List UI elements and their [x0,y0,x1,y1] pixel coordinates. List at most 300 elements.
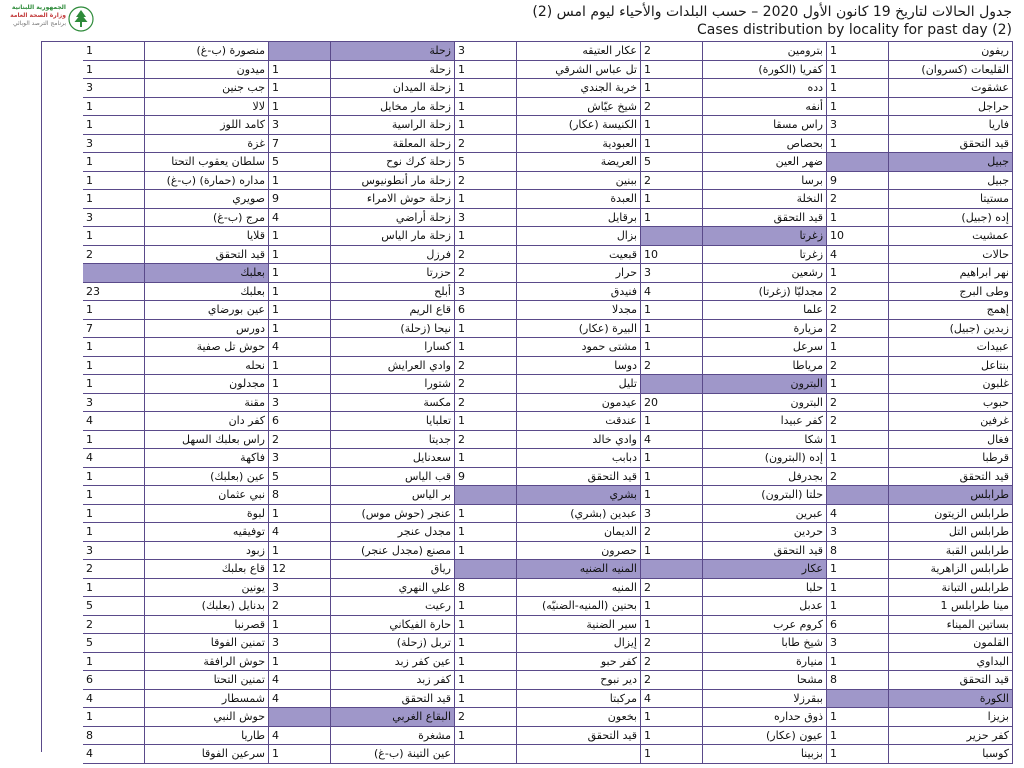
case-count-cell: 1 [641,135,703,154]
locality-name-cell: مركبتا [517,690,641,709]
district-header-cell: طرابلس [889,486,1013,505]
table-row [42,616,1013,635]
case-count-cell: 3 [83,542,145,561]
locality-name-cell: غزة [145,135,269,154]
locality-name-cell: حالات [889,246,1013,265]
locality-name-cell: رعيت [331,597,455,616]
case-count-cell: 1 [827,338,889,357]
table-row [42,431,1013,450]
locality-name-cell: قاع بعلبك [145,560,269,579]
case-count-cell: 1 [641,116,703,135]
locality-name-cell: قيد التحقق [331,690,455,709]
locality-name-cell: قصرنبا [145,616,269,635]
case-count-cell: 3 [269,579,331,598]
locality-name-cell: حزرتا [331,264,455,283]
case-count-cell: 1 [827,209,889,228]
table-row [42,190,1013,209]
case-count-cell: 1 [269,283,331,302]
case-count-cell: 3 [83,135,145,154]
case-count-cell: 7 [269,135,331,154]
case-count-cell: 2 [827,468,889,487]
locality-name-cell: طرابلس التل [889,523,1013,542]
case-count-cell: 1 [83,357,145,376]
table-row [42,301,1013,320]
case-count-cell: 4 [269,671,331,690]
case-count-cell: 1 [455,634,517,653]
case-count-cell: 5 [83,597,145,616]
locality-name-cell: فنيدق [517,283,641,302]
locality-name-cell: تعلبايا [331,412,455,431]
table-row [42,745,1013,764]
locality-name-cell: سير الضنية [517,616,641,635]
case-count-cell: 10 [641,246,703,265]
case-count-cell: 2 [455,431,517,450]
locality-name-cell: كروم عرب [703,616,827,635]
case-count-cell: 3 [83,79,145,98]
logo-line-3: برنامج الترصد الوبائي [12,20,66,27]
locality-name-cell: النخلة [703,190,827,209]
locality-name-cell: فرزل [331,246,455,265]
case-count-cell: 1 [269,357,331,376]
table-row [42,690,1013,709]
district-header-cell: زغرتا [703,227,827,246]
locality-name-cell: كفر عبيدا [703,412,827,431]
case-count-cell: 2 [455,708,517,727]
locality-name-cell: مجدلون [145,375,269,394]
locality-name-cell: سلطان يعقوب التحتا [145,153,269,172]
table-row [42,486,1013,505]
locality-name-cell: تل عباس الشرقي [517,61,641,80]
case-count-cell: 1 [269,98,331,117]
table-row [42,597,1013,616]
case-count-cell: 1 [83,301,145,320]
case-count-cell: 4 [641,690,703,709]
locality-name-cell: مجدليّا (زغرتا) [703,283,827,302]
locality-name-cell: زحلة مار أنطونيوس [331,172,455,191]
locality-name-cell: قيد التحقق [889,671,1013,690]
case-count-cell: 1 [83,505,145,524]
district-header-count-cell [455,486,517,505]
locality-name-cell: القلمون [889,634,1013,653]
case-count-cell: 1 [455,523,517,542]
case-count-cell: 2 [641,42,703,61]
case-count-cell: 1 [83,153,145,172]
case-count-cell: 1 [269,246,331,265]
locality-name-cell: أبلح [331,283,455,302]
locality-name-cell: زغرتا [703,246,827,265]
locality-name-cell: مجدلا [517,301,641,320]
locality-name-cell: سعدنايل [331,449,455,468]
district-header-count-cell [827,486,889,505]
locality-name-cell: الكنيسة (عكار) [517,116,641,135]
locality-name-cell: رياق [331,560,455,579]
table-row [42,116,1013,135]
locality-name-cell: تمنين الفوقا [145,634,269,653]
case-count-cell: 1 [827,745,889,764]
locality-name-cell: بعلبك [145,283,269,302]
table-row [42,671,1013,690]
locality-name-cell: بجدرفل [703,468,827,487]
locality-name-cell: بزبينا [703,745,827,764]
locality-name-cell: برقايل [517,209,641,228]
locality-name-cell: غلبون [889,375,1013,394]
case-count-cell: 1 [269,616,331,635]
table-row [42,634,1013,653]
locality-name-cell: دبابب [517,449,641,468]
logo-line-1: الجمهورية اللبنانية [11,4,66,11]
case-count-cell: 1 [269,172,331,191]
locality-name-cell: ميدون [145,61,269,80]
locality-name-cell: زبدين (جبيل) [889,320,1013,339]
locality-name-cell: جبيل [889,172,1013,191]
locality-name-cell: العريضة [517,153,641,172]
case-count-cell: 2 [641,523,703,542]
case-count-cell: 1 [827,727,889,746]
case-count-cell: 2 [641,357,703,376]
locality-name-cell: كفر حزير [889,727,1013,746]
district-header-cell: عكار [703,560,827,579]
logo-line-2: وزارة الصحة العامة [10,12,66,19]
case-count-cell: 1 [641,745,703,764]
locality-name-cell: عين كفر زبد [331,653,455,672]
locality-name-cell: برسا [703,172,827,191]
table-row [42,542,1013,561]
table-row [42,560,1013,579]
case-count-cell: 3 [269,449,331,468]
case-count-cell: 2 [641,653,703,672]
table-row [42,61,1013,80]
locality-name-cell: زحلة كرك نوح [331,153,455,172]
case-count-cell: 2 [641,671,703,690]
locality-name-cell: مرياطا [703,357,827,376]
case-count-cell: 4 [827,246,889,265]
case-count-cell: 2 [455,172,517,191]
locality-name-cell: قيد التحقق [517,468,641,487]
locality-name-cell: بحصاص [703,135,827,154]
locality-name-cell: حارة الفيكاني [331,616,455,635]
case-count-cell: 1 [827,431,889,450]
locality-name-cell: حردين [703,523,827,542]
case-count-cell: 1 [641,727,703,746]
locality-name-cell: ببقرزلا [703,690,827,709]
locality-name-cell: دورس [145,320,269,339]
case-count-cell: 3 [269,116,331,135]
locality-name-cell: بخعون [517,708,641,727]
case-count-cell: 1 [827,375,889,394]
case-count-cell: 1 [455,412,517,431]
case-count-cell: 1 [83,338,145,357]
locality-name-cell: دير نبوح [517,671,641,690]
locality-name-cell: لالا [145,98,269,117]
locality-name-cell: حراجل [889,98,1013,117]
table-row [42,227,1013,246]
page-title-arabic: جدول الحالات لتاريخ 19 كانون الأول 2020 – حسب البلدات والأحياء ليوم امس (2) [532,4,1012,20]
case-count-cell: 1 [455,671,517,690]
case-count-cell: 1 [455,79,517,98]
case-count-cell: 1 [455,190,517,209]
locality-name-cell: بنتاعل [889,357,1013,376]
case-count-cell: 1 [641,190,703,209]
locality-name-cell: البيرة (عكار) [517,320,641,339]
locality-name-cell: إيزال [517,634,641,653]
case-count-cell: 1 [83,468,145,487]
case-count-cell: 1 [83,190,145,209]
case-count-cell: 3 [827,116,889,135]
locality-name-cell: يونين [145,579,269,598]
locality-name-cell: بر الياس [331,486,455,505]
locality-name-cell: فغال [889,431,1013,450]
case-count-cell: 2 [455,394,517,413]
locality-name-cell: شكا [703,431,827,450]
case-count-cell: 1 [827,708,889,727]
locality-name-cell: طرابلس الزيتون [889,505,1013,524]
case-count-cell: 1 [83,579,145,598]
locality-name-cell: نيحا (زحلة) [331,320,455,339]
case-count-cell: 3 [827,634,889,653]
district-header-count-cell [641,375,703,394]
locality-name-cell: لبوة [145,505,269,524]
locality-name-cell: حصرون [517,542,641,561]
case-count-cell: 1 [827,560,889,579]
case-count-cell: 10 [827,227,889,246]
district-header-cell: البقاع الغربي [331,708,455,727]
case-count-cell: 1 [455,449,517,468]
case-count-cell: 1 [83,227,145,246]
case-count-cell: 9 [269,190,331,209]
case-count-cell: 3 [455,42,517,61]
locality-name-cell: مشغرة [331,727,455,746]
case-count-cell: 1 [827,449,889,468]
locality-name-cell: كسارا [331,338,455,357]
locality-name-cell: مداره (حمارة) (ب-غ) [145,172,269,191]
locality-name-cell: بترومين [703,42,827,61]
table-row [42,449,1013,468]
table-row [42,79,1013,98]
table-row [42,338,1013,357]
case-count-cell: 1 [269,653,331,672]
table-row [42,505,1013,524]
case-count-cell: 2 [641,98,703,117]
case-count-cell: 1 [455,727,517,746]
case-count-cell: 1 [641,542,703,561]
locality-name-cell: كوسبا [889,745,1013,764]
case-count-cell: 20 [641,394,703,413]
locality-name-cell: قيد التحقق [703,542,827,561]
locality-name-cell: وادي العرايش [331,357,455,376]
locality-name-cell: عبيدات [889,338,1013,357]
locality-name-cell: البترون [703,394,827,413]
locality-name-cell: مكسة [331,394,455,413]
locality-name-cell: القليعات (كسروان) [889,61,1013,80]
case-count-cell: 1 [827,597,889,616]
district-header-count-cell [827,690,889,709]
case-count-cell: 8 [269,486,331,505]
case-count-cell: 1 [269,745,331,764]
locality-name-cell: عبدين (بشري) [517,505,641,524]
case-count-cell: 1 [455,338,517,357]
case-count-cell: 4 [83,449,145,468]
locality-name-cell: عيون (عكار) [703,727,827,746]
locality-name-cell: جب جنين [145,79,269,98]
locality-name-cell: ريفون [889,42,1013,61]
case-count-cell: 2 [269,597,331,616]
locality-name-cell: إهمج [889,301,1013,320]
case-count-cell: 1 [83,116,145,135]
locality-name-cell: مزيارة [703,320,827,339]
district-header-cell: جبيل [889,153,1013,172]
case-count-cell: 3 [269,394,331,413]
locality-name-cell: زحلة الميدان [331,79,455,98]
locality-name-cell: كفر دان [145,412,269,431]
locality-name-cell: طاريا [145,727,269,746]
locality-name-cell: عين بورضاي [145,301,269,320]
locality-name-cell: زحلة [331,61,455,80]
cedar-emblem-icon [68,6,94,32]
case-count-cell: 1 [83,523,145,542]
case-count-cell: 1 [83,98,145,117]
case-count-cell: 1 [641,468,703,487]
locality-name-cell: البداوي [889,653,1013,672]
case-count-cell: 4 [827,505,889,524]
locality-name-cell: قيد التحقق [889,135,1013,154]
locality-name-cell: سرعل [703,338,827,357]
locality-name-cell: فاكهة [145,449,269,468]
case-count-cell: 1 [455,505,517,524]
locality-name-cell: طرابلس التبانة [889,579,1013,598]
district-header-cell: البترون [703,375,827,394]
case-count-cell: 4 [269,690,331,709]
locality-name-cell: وادي خالد [517,431,641,450]
locality-name-cell: إده (جبيل) [889,209,1013,228]
page-title-english: Cases distribution by locality for past day (2) [696,22,1012,38]
locality-name-cell: قاع الريم [331,301,455,320]
table-row [42,98,1013,117]
locality-name-cell: قبعيت [517,246,641,265]
locality-name-cell: عمشيت [889,227,1013,246]
case-count-cell: 1 [641,449,703,468]
locality-name-cell: نحله [145,357,269,376]
case-count-cell: 2 [455,375,517,394]
locality-name-cell: كفر حبو [517,653,641,672]
case-count-cell: 2 [641,579,703,598]
case-count-cell: 9 [827,172,889,191]
case-count-cell: 2 [455,357,517,376]
locality-name-cell: علما [703,301,827,320]
locality-name-cell: مرج (ب-غ) [145,209,269,228]
case-count-cell: 1 [269,61,331,80]
case-count-cell: 1 [827,653,889,672]
locality-name-cell: ضهر العين [703,153,827,172]
case-count-cell: 5 [455,153,517,172]
case-count-cell: 8 [83,727,145,746]
logo-text [6,4,66,28]
case-count-cell: 1 [641,486,703,505]
locality-name-cell: تليل [517,375,641,394]
table-row [42,42,1013,61]
case-count-cell: 1 [269,79,331,98]
locality-name-cell: نبي عثمان [145,486,269,505]
case-count-cell: 1 [827,42,889,61]
case-count-cell: 4 [269,338,331,357]
locality-name-cell: عين التينة (ب-غ) [331,745,455,764]
locality-name-cell: مينا طرابلس 1 [889,597,1013,616]
locality-name-cell: مجدل عنجر [331,523,455,542]
locality-name-cell: زحلة مار مخايل [331,98,455,117]
table-row [42,394,1013,413]
case-count-cell: 1 [641,320,703,339]
case-count-cell: 1 [83,375,145,394]
case-count-cell: 1 [827,79,889,98]
case-count-cell [455,745,517,764]
table-row [42,264,1013,283]
locality-name-cell: توفيقيه [145,523,269,542]
case-count-cell: 4 [83,412,145,431]
case-count-cell: 1 [455,597,517,616]
case-count-cell: 1 [455,61,517,80]
case-count-cell: 1 [455,542,517,561]
case-count-cell: 1 [641,338,703,357]
case-count-cell: 1 [827,264,889,283]
case-count-cell: 1 [83,708,145,727]
case-count-cell: 1 [455,98,517,117]
case-count-cell: 2 [827,412,889,431]
locality-name-cell: طرابلس الزاهرية [889,560,1013,579]
locality-name-cell: علي النهري [331,579,455,598]
case-count-cell: 1 [83,653,145,672]
locality-name-cell: قرطبا [889,449,1013,468]
locality-name-cell: ذوق حداره [703,708,827,727]
locality-name-cell: إده (البترون) [703,449,827,468]
locality-name-cell: خربة الجندي [517,79,641,98]
district-header-count-cell [827,153,889,172]
locality-name-cell: قيد التحقق [703,209,827,228]
case-count-cell: 2 [827,357,889,376]
locality-name-cell: عبرين [703,505,827,524]
locality-name-cell: حلبا [703,579,827,598]
district-header-count-cell [455,560,517,579]
district-header-count-cell [641,227,703,246]
case-count-cell: 1 [641,412,703,431]
locality-name-cell: زحلة مار الياس [331,227,455,246]
case-count-cell: 1 [455,227,517,246]
locality-name-cell: قيد التحقق [145,246,269,265]
district-header-cell: بعلبك [145,264,269,283]
locality-name-cell: منصورة (ب-غ) [145,42,269,61]
case-count-cell: 1 [83,61,145,80]
locality-name-cell: شيخ عيّاش [517,98,641,117]
case-count-cell: 8 [827,542,889,561]
case-count-cell: 4 [83,745,145,764]
locality-name-cell: جديتا [331,431,455,450]
case-count-cell: 4 [269,727,331,746]
case-count-cell: 2 [827,301,889,320]
case-count-cell: 4 [269,209,331,228]
table-row [42,708,1013,727]
locality-name-cell: العبودية [517,135,641,154]
case-count-cell: 2 [269,431,331,450]
case-count-cell: 1 [827,98,889,117]
table-row [42,579,1013,598]
locality-name-cell: عنجر (حوش موس) [331,505,455,524]
case-count-cell: 1 [269,264,331,283]
case-count-cell: 6 [455,301,517,320]
district-header-cell: زحلة [331,42,455,61]
locality-name-cell: قب الياس [331,468,455,487]
case-count-cell: 2 [827,394,889,413]
case-count-cell: 1 [641,301,703,320]
case-count-cell: 1 [269,301,331,320]
table-row [42,727,1013,746]
